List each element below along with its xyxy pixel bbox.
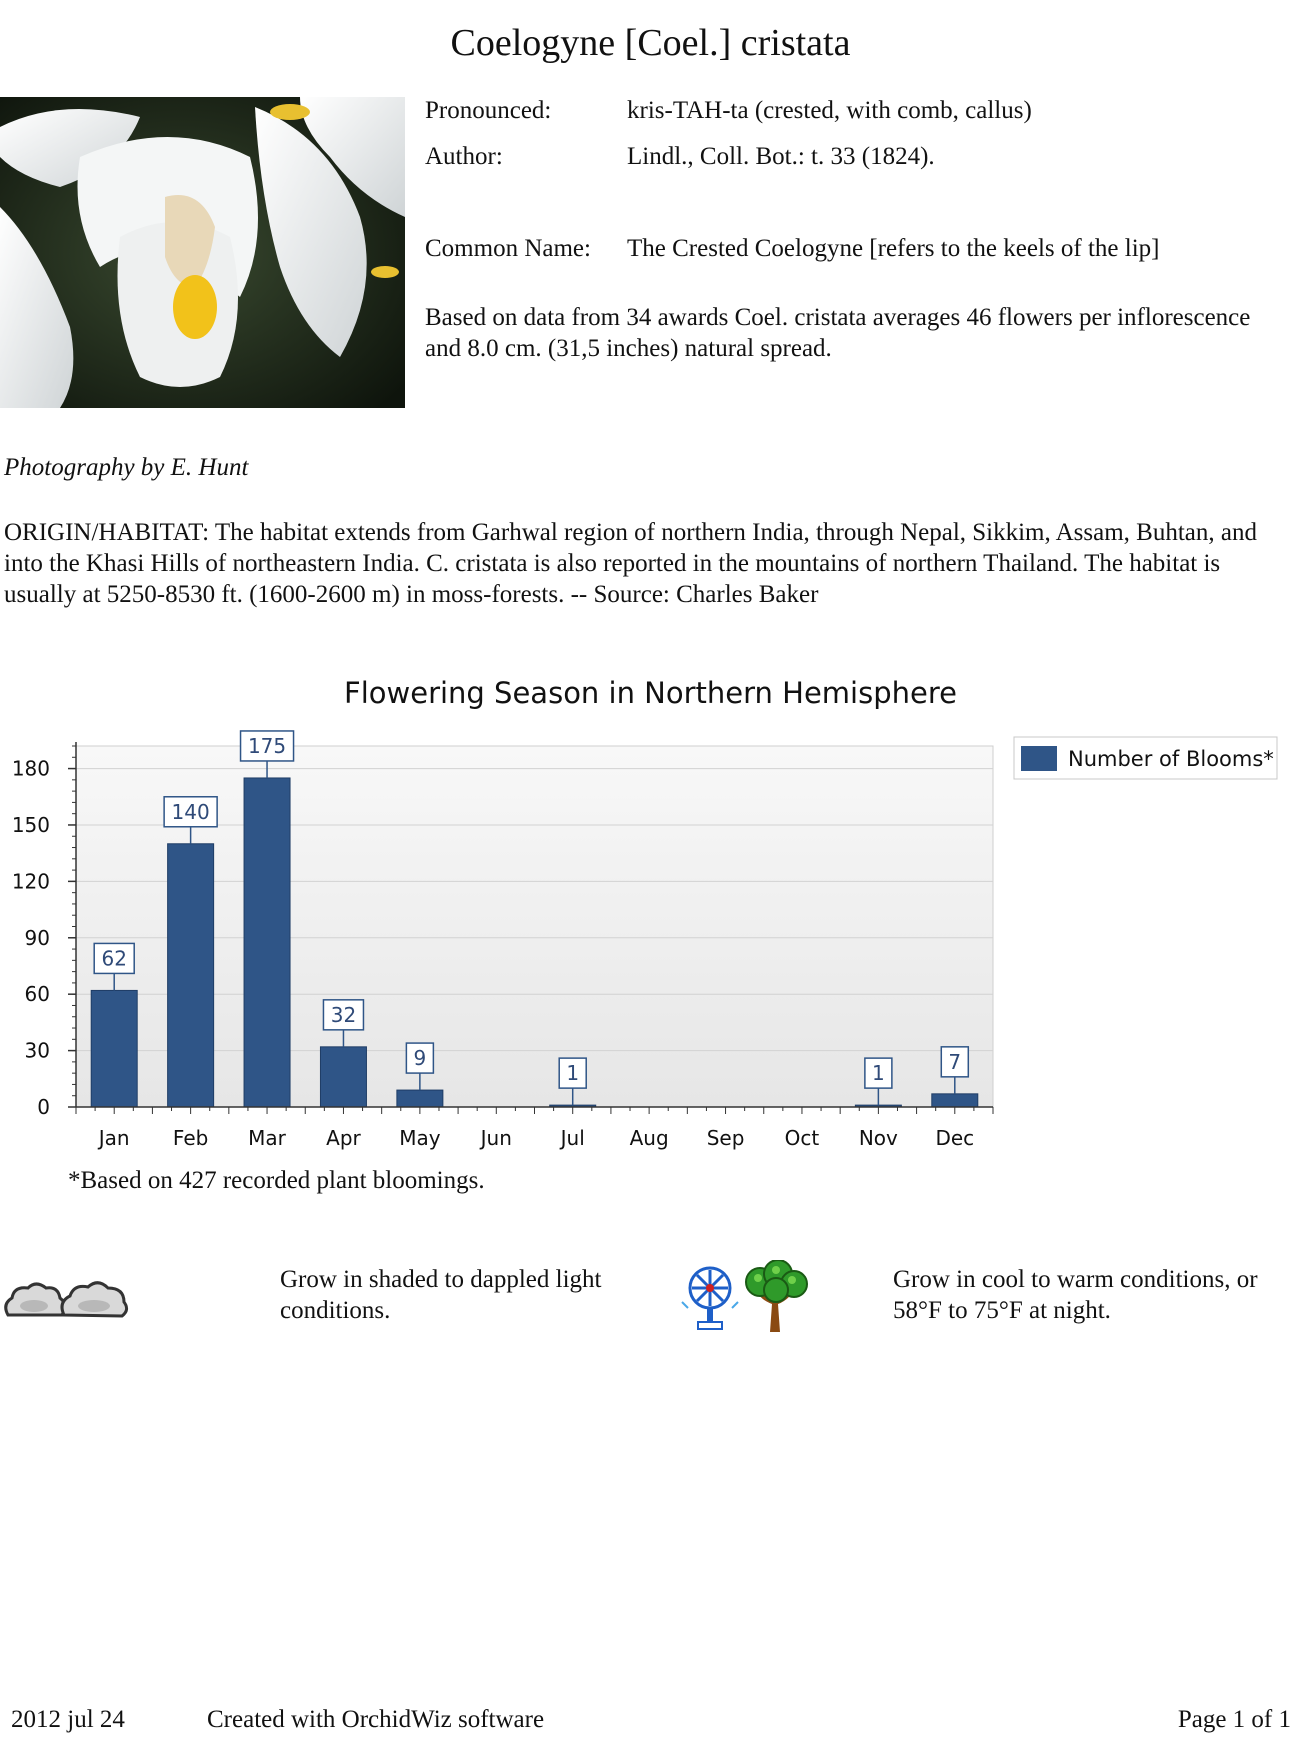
x-tick-label: Jun bbox=[480, 1126, 512, 1150]
x-tick-label: May bbox=[399, 1126, 441, 1150]
pronounced-value: kris-TAH-ta (crested, with comb, callus) bbox=[627, 97, 1032, 124]
data-label-apr: 32 bbox=[330, 1002, 357, 1027]
page-title: Coelogyne [Coel.] cristata bbox=[450, 22, 851, 64]
common-name-label: Common Name: bbox=[425, 235, 591, 262]
y-tick-label: 150 bbox=[11, 812, 50, 837]
light-conditions: Grow in shaded to dappled light conditions. bbox=[280, 1266, 602, 1324]
data-label-mar: 175 bbox=[247, 733, 287, 758]
bar-mar bbox=[244, 778, 290, 1107]
bar-jan bbox=[91, 990, 137, 1107]
awards-summary: Based on data from 34 awards Coel. cristata averages 46 flowers per inflorescence and 8.0 cm. (31,5 inches) natural spread. bbox=[425, 304, 1251, 362]
legend-swatch bbox=[1021, 746, 1057, 771]
y-tick-label: 120 bbox=[11, 869, 50, 894]
x-tick-label: Mar bbox=[248, 1126, 286, 1150]
legend bbox=[1014, 737, 1277, 779]
data-label-feb: 140 bbox=[171, 799, 210, 824]
orchid-image bbox=[0, 97, 405, 408]
x-tick-label: Nov bbox=[858, 1126, 898, 1150]
x-tick-label: Oct bbox=[784, 1126, 820, 1150]
data-label-dec: 7 bbox=[948, 1049, 962, 1074]
footer-date: 2012 jul 24 bbox=[11, 1706, 125, 1733]
x-tick-label: Dec bbox=[935, 1126, 975, 1150]
x-tick-label: Apr bbox=[326, 1126, 361, 1150]
author-value: Lindl., Coll. Bot.: t. 33 (1824). bbox=[627, 143, 935, 170]
common-name-value: The Crested Coelogyne [refers to the keels of the lip] bbox=[627, 235, 1160, 262]
bar-feb bbox=[168, 844, 214, 1107]
bar-dec bbox=[932, 1094, 978, 1107]
clouds-icon bbox=[0, 1270, 130, 1326]
data-label-jan: 62 bbox=[101, 946, 127, 971]
y-tick-label: 0 bbox=[37, 1095, 50, 1119]
data-label-may: 9 bbox=[413, 1046, 427, 1071]
bar-apr bbox=[320, 1047, 366, 1107]
data-label-nov: 1 bbox=[872, 1061, 885, 1086]
x-tick-label: Jan bbox=[98, 1126, 130, 1150]
legend-label: Number of Blooms* bbox=[1068, 747, 1274, 771]
flowering-chart bbox=[0, 725, 1301, 1165]
photo-credit: Photography by E. Hunt bbox=[4, 454, 249, 481]
y-tick-label: 30 bbox=[24, 1038, 50, 1063]
chart-title: Flowering Season in Northern Hemisphere bbox=[344, 676, 957, 710]
y-tick-label: 90 bbox=[24, 925, 50, 950]
author-label: Author: bbox=[425, 143, 503, 170]
pronounced-label: Pronounced: bbox=[425, 97, 552, 124]
x-tick-label: Sep bbox=[706, 1126, 745, 1150]
orchid-photo bbox=[0, 97, 405, 408]
x-tick-label: Aug bbox=[629, 1126, 669, 1150]
chart-footnote: *Based on 427 recorded plant bloomings. bbox=[68, 1167, 485, 1194]
data-label-jul: 1 bbox=[566, 1061, 580, 1086]
origin-habitat: ORIGIN/HABITAT: The habitat extends from Garhwal region of northern India, through Nepal, Sikkim, Assam, Buhtan, and into the Khasi Hills of northeastern India. C. cristata is also reported in the mountains of northern Thailand. The habitat is usually at 5250-8530 ft. (1600-2600 m) in moss-forests. -- Source: Charles Baker bbox=[4, 519, 1257, 608]
x-tick-label: Feb bbox=[172, 1126, 209, 1150]
x-tick-label: Jul bbox=[560, 1126, 585, 1150]
y-tick-label: 60 bbox=[24, 982, 50, 1007]
y-tick-label: 180 bbox=[11, 756, 50, 781]
footer-page: Page 1 of 1 bbox=[1177, 1706, 1291, 1733]
temperature-conditions: Grow in cool to warm conditions, or 58°F to 75°F at night. bbox=[893, 1266, 1258, 1324]
footer-created: Created with OrchidWiz software bbox=[207, 1706, 545, 1733]
tree-icon bbox=[740, 1260, 810, 1332]
bar-may bbox=[397, 1090, 443, 1107]
fan-icon bbox=[680, 1262, 740, 1332]
